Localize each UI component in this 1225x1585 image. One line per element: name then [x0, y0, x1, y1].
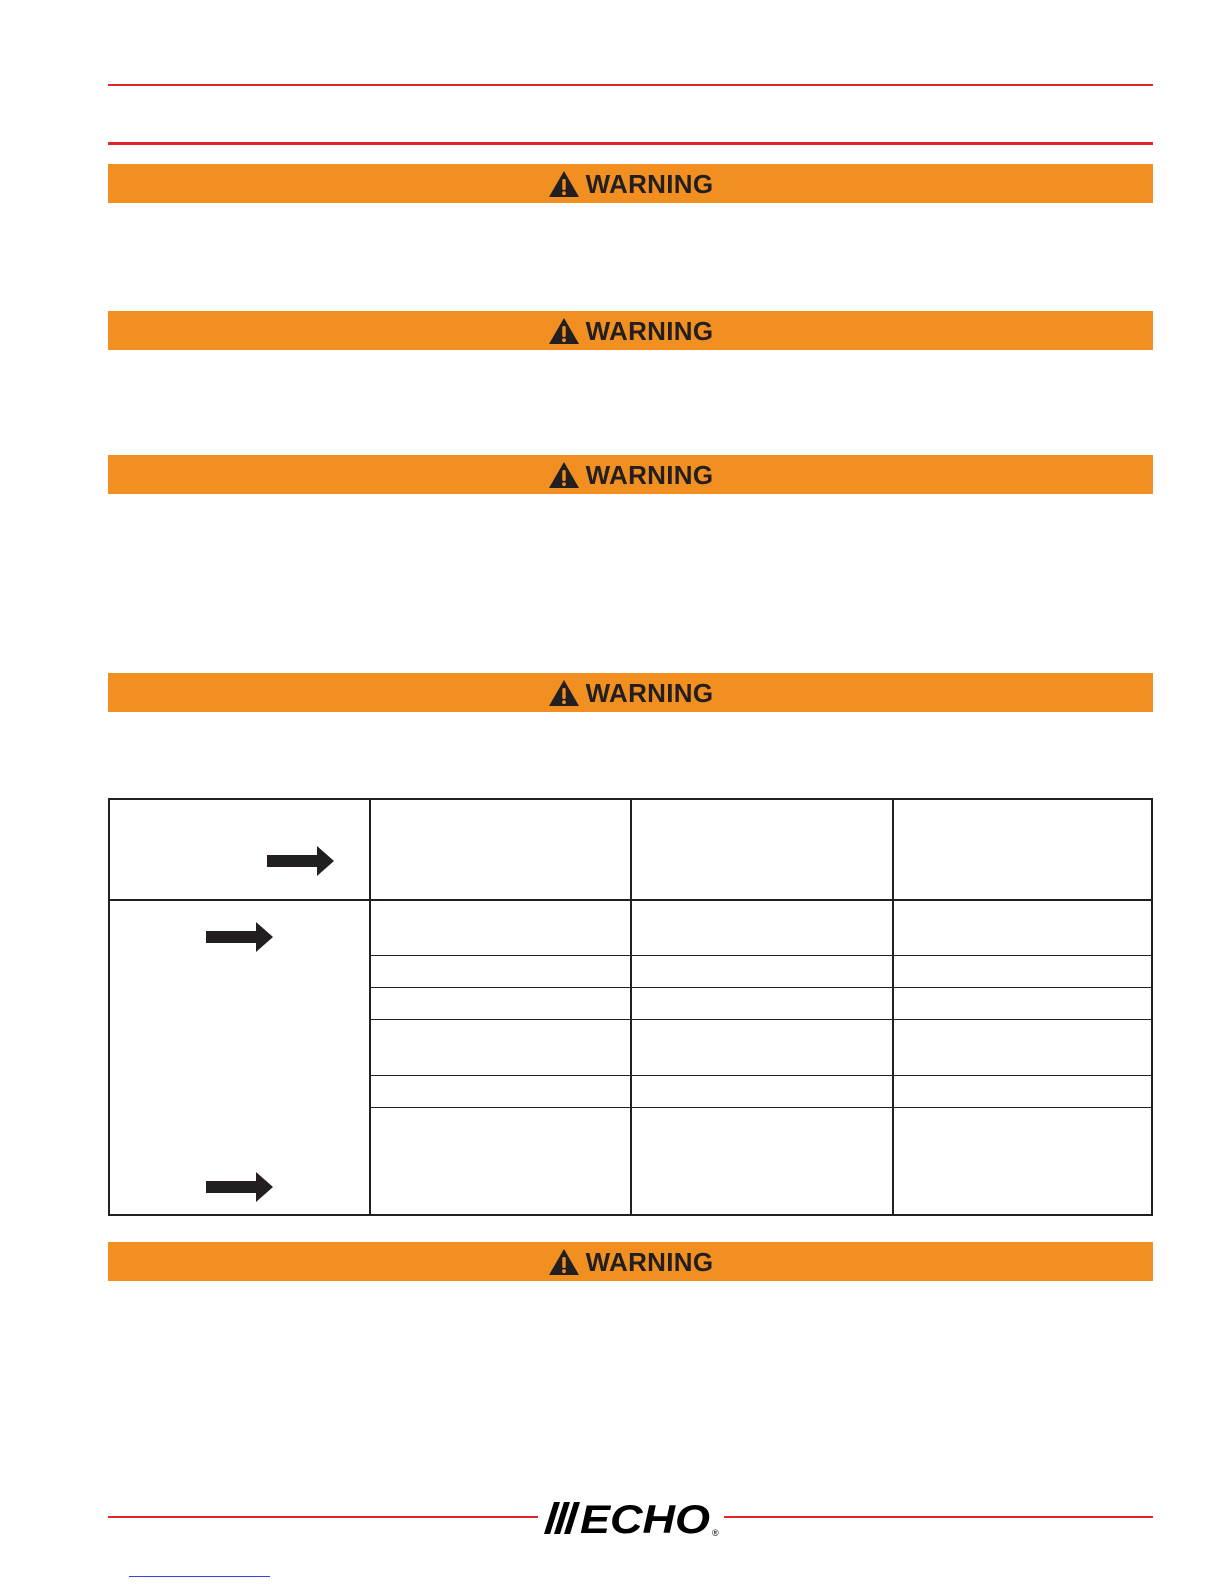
warning-label: WARNING: [585, 315, 714, 346]
table-row-divider: [369, 1107, 1151, 1108]
registered-mark: ®: [712, 1528, 719, 1538]
echo-logo: [540, 1498, 730, 1543]
footer-rule-right: [724, 1516, 1153, 1518]
warning-banner-5: [108, 1242, 1153, 1281]
table-row-divider: [369, 955, 1151, 956]
warning-label: WARNING: [585, 168, 714, 199]
warning-banner-4: [108, 673, 1153, 712]
specification-table: [108, 798, 1153, 1216]
warning-triangle-icon: [548, 679, 580, 707]
echo-logo-mark: [540, 1498, 730, 1538]
header-top-rule: [108, 84, 1153, 86]
warning-triangle-icon: [548, 317, 580, 345]
table-row-divider: [369, 987, 1151, 988]
table-column-divider: [369, 800, 371, 1214]
right-arrow-icon: [206, 920, 274, 954]
table-row-divider: [369, 1019, 1151, 1020]
warning-label: WARNING: [585, 1246, 714, 1277]
warning-triangle-icon: [548, 1248, 580, 1276]
table-header-divider: [110, 899, 1151, 901]
bottom-underline: [129, 1576, 270, 1577]
footer-rule-left: [108, 1516, 538, 1518]
warning-triangle-icon: [548, 461, 580, 489]
warning-banner-2: [108, 311, 1153, 350]
warning-triangle-icon: [548, 170, 580, 198]
logo-wordmark: ECHO: [580, 1498, 710, 1538]
right-arrow-icon: [267, 844, 335, 878]
table-column-divider: [630, 800, 632, 1214]
warning-label: WARNING: [585, 459, 714, 490]
table-row-divider: [369, 1075, 1151, 1076]
table-column-divider: [892, 800, 894, 1214]
warning-banner-1: [108, 164, 1153, 203]
warning-banner-3: [108, 455, 1153, 494]
right-arrow-icon: [206, 1170, 274, 1204]
warning-label: WARNING: [585, 677, 714, 708]
header-bottom-rule: [108, 142, 1153, 145]
